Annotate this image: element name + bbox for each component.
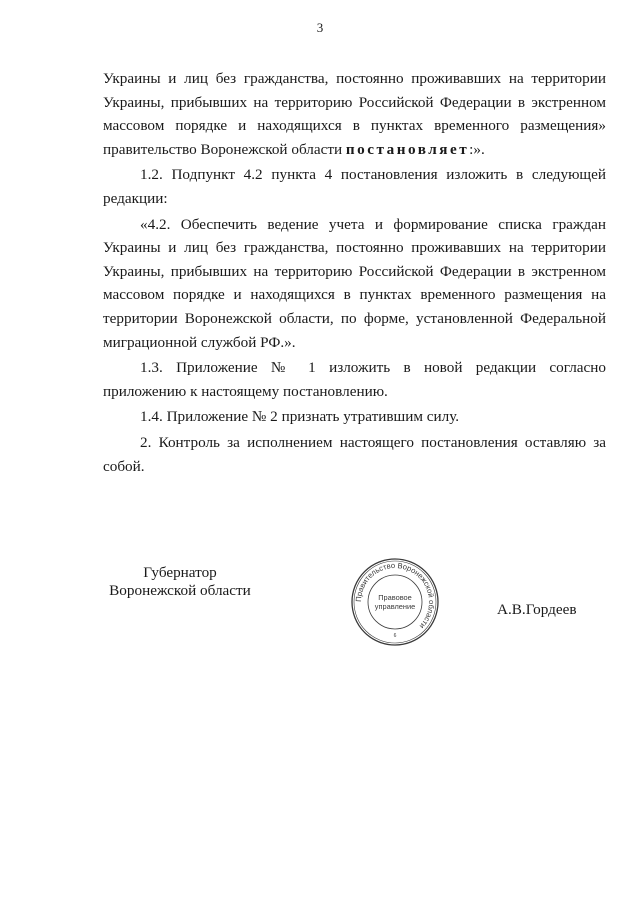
paragraph-continuation-text: Украины и лиц без гражданства, постоянно проживавших на территории Украины, прибывших на территорию Российской Федерации в экстренном массовом порядке и находящихся в пунктах временного размещения» правительство Воронежской области xyxy=(103,70,606,158)
paragraph-1-4: 1.4. Приложение № 2 признать утратившим силу. xyxy=(140,408,460,426)
signatory-title xyxy=(100,564,260,600)
paragraph-2: 2. Контроль за исполнением настоящего постановления оставляю за собой. xyxy=(103,433,606,475)
stamp-inner-line1: Правовое xyxy=(378,593,412,602)
paragraph-continuation xyxy=(103,67,606,161)
stamp-inner-line2: управление xyxy=(374,602,416,611)
document-body xyxy=(103,67,606,480)
paragraph-1-2: 1.2. Подпункт 4.2 пункта 4 постановления изложить в следующей редакции: xyxy=(103,166,606,207)
signatory-name: А.В.Гордеев xyxy=(497,601,577,618)
stamp-ring-text: Правительство Воронежской области xyxy=(353,560,437,631)
official-stamp xyxy=(345,557,445,647)
paragraph-continuation-end: :». xyxy=(469,140,485,158)
signatory-title-line2: Воронежской области xyxy=(109,582,251,599)
paragraph-1-3: 1.3. Приложение № 1 изложить в новой редакции согласно приложению к настоящему постановлению. xyxy=(103,359,606,400)
resolution-keyword: постановляет xyxy=(345,140,470,158)
paragraph-4-2-quote: «4.2. Обеспечить ведение учета и формирование списка граждан Украины и лиц без гражданства, постоянно проживавших на территории Украины, прибывших на территорию Российской Федерации в экстренном массовом порядке и находящихся в пунктах временного размещения на территории Воронежской области, по форме, установленной Федеральной миграционной службой РФ.». xyxy=(103,215,606,351)
page-number: 3 xyxy=(316,20,324,35)
signatory-title-line1: Губернатор xyxy=(143,564,217,581)
stamp-number: 6 xyxy=(393,633,397,639)
